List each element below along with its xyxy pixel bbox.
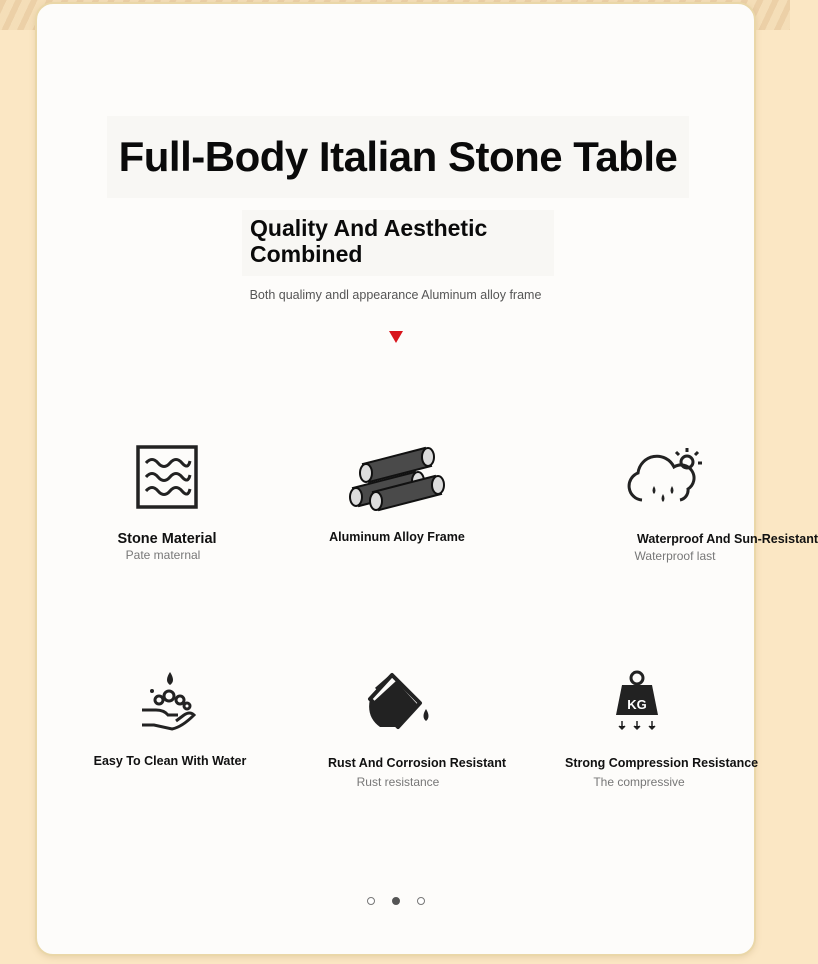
pagination-dot-1[interactable] bbox=[367, 897, 375, 905]
down-arrow-icon bbox=[389, 331, 403, 343]
feature-sub: Pate maternal bbox=[125, 548, 201, 562]
feature-label: Strong Compression Resistance bbox=[565, 756, 759, 770]
feature-sub: Rust resistance bbox=[356, 775, 440, 789]
aluminum-pipes-icon bbox=[345, 444, 449, 512]
cloud-sun-rain-icon bbox=[624, 444, 704, 506]
subtitle: Quality And Aesthetic Combined bbox=[250, 215, 488, 267]
feature-label: Easy To Clean With Water bbox=[93, 754, 247, 768]
feature-label: Aluminum Alloy Frame bbox=[329, 530, 465, 544]
feature-label: Rust And Corrosion Resistant bbox=[328, 756, 507, 770]
tagline: Both qualimy andl appearance Aluminum alloy frame bbox=[249, 288, 542, 302]
hand-wash-icon bbox=[138, 669, 202, 733]
feature-easy-clean bbox=[70, 669, 270, 768]
pagination-dot-2[interactable] bbox=[392, 897, 400, 905]
feature-compression bbox=[537, 669, 759, 789]
feature-aluminum-frame bbox=[297, 444, 497, 544]
feature-sub: Waterproof last bbox=[634, 549, 716, 563]
pagination-dot-3[interactable] bbox=[417, 897, 425, 905]
weight-badge: KG bbox=[627, 697, 647, 712]
feature-label: Waterproof And Sun-Resistant bbox=[637, 532, 818, 546]
page-title: Full-Body Italian Stone Table bbox=[118, 133, 678, 180]
kg-weight-icon bbox=[612, 669, 662, 733]
feature-stone-material bbox=[67, 444, 267, 562]
feature-sub: The compressive bbox=[593, 775, 685, 789]
feature-rust-resistant bbox=[298, 669, 507, 789]
title-banner bbox=[107, 116, 689, 198]
feature-label: Stone Material bbox=[117, 531, 217, 547]
stone-material-icon bbox=[135, 444, 199, 510]
subtitle-banner bbox=[242, 210, 554, 276]
product-card bbox=[35, 2, 818, 956]
paint-bucket-icon bbox=[362, 669, 434, 733]
pagination-dots bbox=[367, 897, 425, 905]
feature-waterproof bbox=[564, 444, 818, 563]
